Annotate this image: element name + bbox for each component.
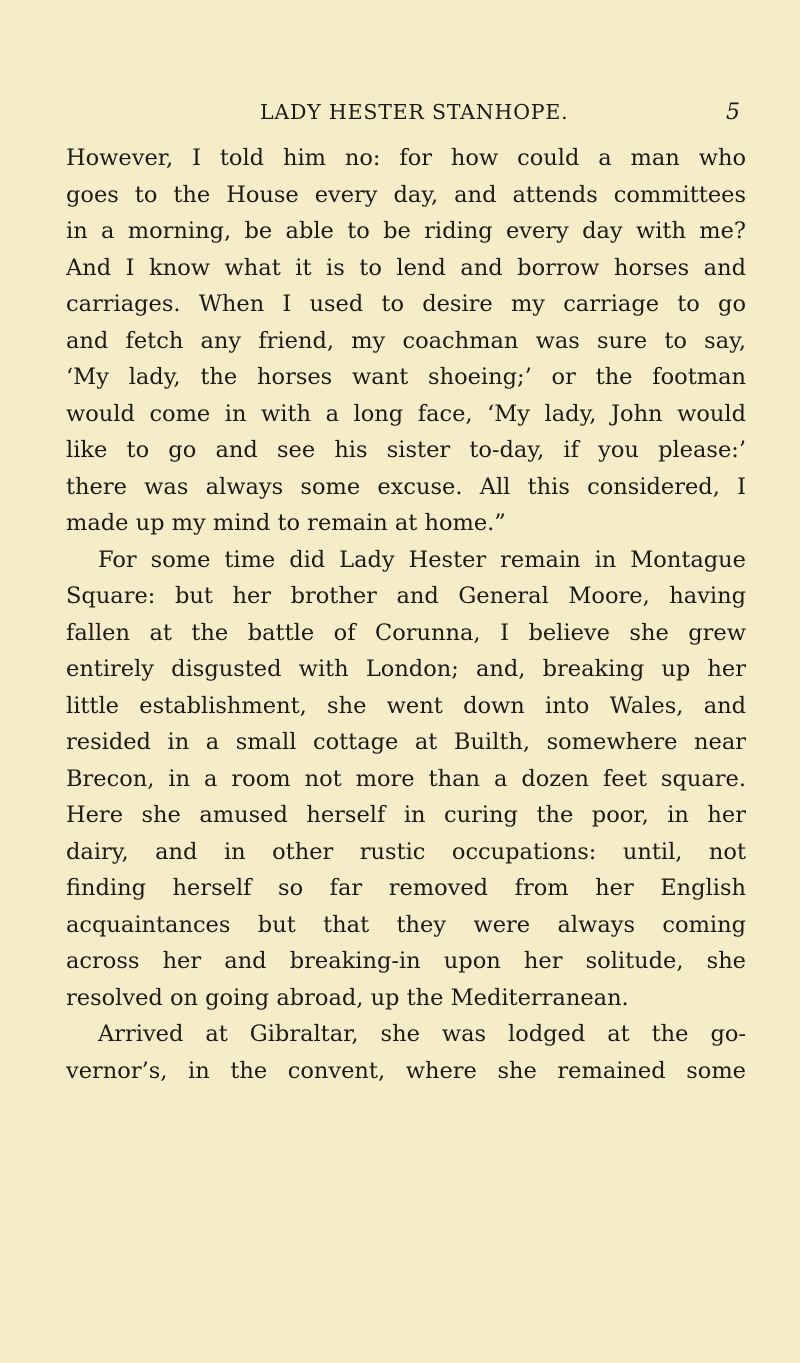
text-line: dairy, and in other rustic occupations: until, not [66, 838, 746, 865]
text-line: finding herself so far removed from her English [66, 875, 746, 901]
text-line: Here she amused herself in curing the poor, in her [66, 802, 746, 828]
text-line: And I know what it is to lend and borrow horses and [66, 254, 746, 281]
text-line: would come in with a long face, ‘My lady, John would [66, 400, 746, 427]
text-line: little establishment, she went down into Wales, and [66, 692, 746, 719]
text-line: For some time did Lady Hester remain in Montague [98, 546, 746, 573]
text-line: Square: but her brother and General Moore, having [66, 583, 746, 609]
text-line: ‘My lady, the horses want shoeing;’ or the footman [66, 364, 746, 390]
text-line: resided in a small cottage at Builth, somewhere near [66, 729, 746, 755]
text-line: Arrived at Gibraltar, she was lodged at the go- [98, 1021, 746, 1047]
text-line: fallen at the battle of Corunna, I believe she grew [66, 619, 746, 646]
text-line: in a morning, be able to be riding every day with me? [66, 218, 746, 244]
text-line: Brecon, in a room not more than a dozen feet square. [66, 765, 746, 792]
text-line: across her and breaking-in upon her solitude, she [66, 948, 746, 974]
text-line: vernor’s, in the convent, where she remained some [66, 1057, 746, 1084]
text-line: carriages. When I used to desire my carriage to go [66, 291, 746, 317]
text-line: and fetch any friend, my coachman was sure to say, [66, 327, 746, 354]
page-number: 5 [726, 100, 740, 125]
text-line: like to go and see his sister to-day, if you please:’ [66, 437, 746, 463]
text-line: there was always some excuse. All this considered, I [66, 473, 746, 500]
text-line: entirely disgusted with London; and, breaking up her [66, 656, 746, 682]
body-text [66, 140, 746, 1089]
running-title: LADY HESTER STANHOPE. [260, 100, 569, 124]
text-line: goes to the House every day, and attends committees [66, 181, 746, 208]
text-line: However, I told him no: for how could a man who [66, 145, 746, 171]
text-line: acquaintances but that they were always coming [66, 911, 746, 938]
running-head [260, 100, 740, 130]
text-line: resolved on going abroad, up the Mediterranean. [66, 984, 629, 1011]
text-line: made up my mind to remain at home.” [66, 510, 506, 536]
